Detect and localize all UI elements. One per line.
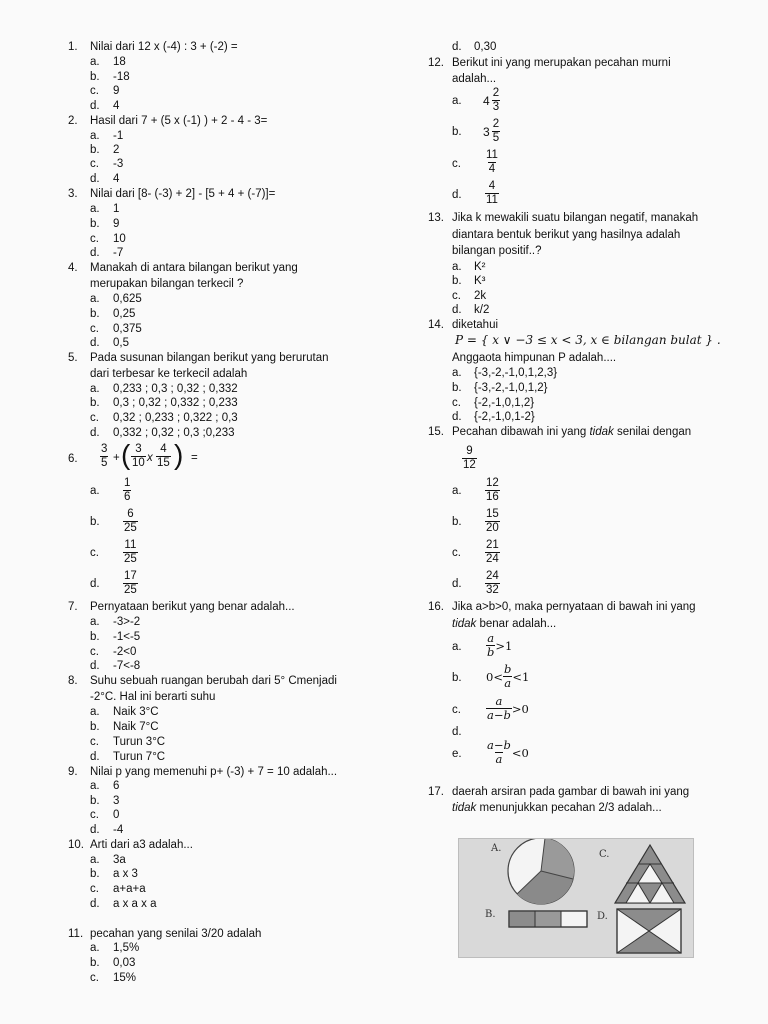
q2-option-b-letter: b.	[90, 144, 100, 156]
q3-text: Nilai dari [8- (-3) + 2] - [5 + 4 + (-7)]=	[90, 188, 276, 200]
q5-option-c: 0,32 ; 0,233 ; 0,322 ; 0,3	[113, 412, 238, 424]
q14-option-c: {-2,-1,0,1,2}	[474, 397, 535, 409]
figure-label-c: C.	[599, 849, 610, 860]
q1-option-c-letter: c.	[90, 85, 99, 97]
q12-option-a: 4 $\frac{2}{3}$	[483, 87, 500, 113]
q1-option-a: 18	[113, 56, 126, 68]
q3-number: 3.	[68, 188, 78, 200]
q3-option-b: 9	[113, 218, 120, 230]
q5-number: 5.	[68, 352, 78, 364]
q7-option-a: -3>-2	[113, 616, 141, 628]
q8-option-a-letter: a.	[90, 706, 100, 718]
q12-text-line1: Berikut ini yang merupakan pecahan murni	[452, 57, 671, 69]
q12-text-line2: adalah...	[452, 73, 497, 85]
q12-option-d-letter: d.	[452, 189, 462, 201]
q10-option-b-letter: b.	[90, 868, 100, 880]
q14-option-b-letter: b.	[452, 382, 462, 394]
q8-text-line2: -2°C. Hal ini berarti suhu	[90, 691, 216, 703]
q8-text-line1: Suhu sebuah ruangan berubah dari 5° Cmenjadi	[90, 675, 337, 687]
q2-option-a-letter: a.	[90, 130, 100, 142]
q6-fraction-2: $\frac{3}{10}$	[132, 443, 145, 469]
q15-option-b-letter: b.	[452, 516, 462, 528]
q5-option-c-letter: c.	[90, 412, 99, 424]
q1-number: 1.	[68, 41, 78, 53]
q12-option-d: $\frac{4}{11}$	[486, 180, 498, 206]
q11-option-b-letter: b.	[90, 957, 100, 969]
q6-right-paren: )	[174, 439, 184, 470]
q14-option-c-letter: c.	[452, 397, 461, 409]
q14-text-line1: diketahui	[452, 319, 499, 331]
figure-d-square	[617, 909, 681, 953]
q9-option-d: -4	[113, 824, 124, 836]
q16-option-e: $\frac{a-b}{a}$ <0	[487, 738, 529, 766]
q10-text: Arti dari a3 adalah...	[90, 839, 193, 851]
q4-option-d: 0,5	[113, 337, 129, 349]
q2-number: 2.	[68, 115, 78, 127]
q13-option-d: k/2	[474, 304, 490, 316]
q12-option-c: $\frac{11}{4}$	[486, 149, 498, 175]
q3-option-b-letter: b.	[90, 218, 100, 230]
q3-option-a-letter: a.	[90, 203, 100, 215]
q3-option-d: -7	[113, 247, 124, 259]
q2-option-b: 2	[113, 144, 120, 156]
q17-figure-drawing	[459, 839, 693, 957]
q15-option-a-letter: a.	[452, 485, 462, 497]
q12-number: 12.	[428, 57, 444, 69]
q5-option-a-letter: a.	[90, 383, 100, 395]
figure-label-d: D.	[597, 911, 608, 922]
q7-text: Pernyataan berikut yang benar adalah...	[90, 601, 295, 613]
q14-option-b: {-3,-2,-1,0,1,2}	[474, 382, 548, 394]
q8-option-a: Naik 3°C	[113, 706, 159, 718]
q13-option-c-letter: c.	[452, 290, 461, 302]
q7-option-d: -7<-8	[113, 660, 141, 672]
q14-option-d-letter: d.	[452, 411, 462, 423]
q8-option-d-letter: d.	[90, 751, 100, 763]
q13-number: 13.	[428, 212, 444, 224]
q14-option-a-letter: a.	[452, 367, 462, 379]
q2-option-c-letter: c.	[90, 158, 99, 170]
q5-option-b-letter: b.	[90, 397, 100, 409]
q4-option-b-letter: b.	[90, 308, 100, 320]
q16-text-line1: Jika a>b>0, maka pernyataan di bawah ini yang	[452, 601, 696, 613]
q16-option-e-letter: e.	[452, 748, 462, 760]
q16-option-c-letter: c.	[452, 704, 461, 716]
q11-option-b: 0,03	[113, 957, 136, 969]
figure-c-triangle	[615, 845, 685, 903]
q15-option-c: $\frac{21}{24}$	[486, 539, 499, 565]
q16-option-a-letter: a.	[452, 641, 462, 653]
q11-option-a: 1,5%	[113, 942, 140, 954]
q16-option-d-letter: d.	[452, 726, 462, 738]
q11-text: pecahan yang senilai 3/20 adalah	[90, 928, 262, 940]
q8-option-b-letter: b.	[90, 721, 100, 733]
q11-option-c-letter: c.	[90, 972, 99, 984]
q7-number: 7.	[68, 601, 78, 613]
q17-text-line1: daerah arsiran pada gambar di bawah ini yang	[452, 786, 690, 798]
q17-number: 17.	[428, 786, 444, 798]
q8-option-c-letter: c.	[90, 736, 99, 748]
q7-option-c-letter: c.	[90, 646, 99, 658]
q7-option-d-letter: d.	[90, 660, 100, 672]
q2-text: Hasil dari 7 + (5 x (-1) ) + 2 - 4 - 3=	[90, 115, 268, 127]
q9-option-a: 6	[113, 780, 120, 792]
q4-text-line2: merupakan bilangan terkecil ?	[90, 278, 244, 290]
q10-option-c: a+a+a	[113, 883, 146, 895]
figure-b-rectangle	[509, 911, 587, 927]
q6-times: x	[147, 452, 153, 464]
q16-option-b-letter: b.	[452, 672, 462, 684]
q14-option-d: {-2,-1,0,1-2}	[474, 411, 535, 423]
q2-option-d-letter: d.	[90, 173, 100, 185]
q5-text-line2: dari terbesar ke terkecil adalah	[90, 368, 248, 380]
q13-option-a: K²	[474, 261, 486, 273]
q5-option-d-letter: d.	[90, 427, 100, 439]
q8-option-d: Turun 7°C	[113, 751, 166, 763]
q15-text: Pecahan dibawah ini yang tidak senilai dengan	[452, 426, 692, 438]
q15-number: 15.	[428, 426, 444, 438]
q9-text: Nilai p yang memenuhi p+ (-3) + 7 = 10 adalah...	[90, 766, 338, 778]
q16-number: 16.	[428, 601, 444, 613]
q1-option-d: 4	[113, 100, 120, 112]
q16-option-b: 0< $\frac{b}{a}$ <1	[486, 662, 530, 690]
q3-option-c-letter: c.	[90, 233, 99, 245]
q13-option-b-letter: b.	[452, 275, 462, 287]
q15-option-b: $\frac{15}{20}$	[486, 508, 499, 534]
q6-fraction-3: $\frac{4}{15}$	[157, 443, 170, 469]
q12-option-a-letter: a.	[452, 95, 462, 107]
q6-option-d: $\frac{17}{25}$	[124, 570, 137, 596]
q14-text-line2: Anggaota himpunan P adalah....	[452, 352, 617, 364]
q13-text-line3: bilangan positif..?	[452, 245, 542, 257]
q6-plus: +	[113, 452, 120, 464]
q9-option-a-letter: a.	[90, 780, 100, 792]
q14-set-expression: P = { x ∨ −3 ≤ x < 3, x ∈ bilangan bulat } .	[455, 333, 721, 347]
q13-text-line2: diantara bentuk berikut yang hasilnya adalah	[452, 229, 681, 241]
q6-option-d-letter: d.	[90, 578, 100, 590]
q9-option-b: 3	[113, 795, 120, 807]
q13-option-c: 2k	[474, 290, 487, 302]
q3-option-a: 1	[113, 203, 120, 215]
q5-option-b: 0,3 ; 0,32 ; 0,332 ; 0,233	[113, 397, 238, 409]
q10-option-a-letter: a.	[90, 854, 100, 866]
q10-option-a: 3a	[113, 854, 126, 866]
q10-option-c-letter: c.	[90, 883, 99, 895]
q1-option-d-letter: d.	[90, 100, 100, 112]
q15-reference-fraction: $\frac{9}{12}$	[463, 445, 476, 471]
figure-label-a: A.	[491, 843, 502, 854]
q8-option-c: Turun 3°C	[113, 736, 166, 748]
q4-option-a-letter: a.	[90, 293, 100, 305]
q13-option-a-letter: a.	[452, 261, 462, 273]
q15-option-a: $\frac{12}{16}$	[486, 477, 499, 503]
q7-option-b-letter: b.	[90, 631, 100, 643]
q4-number: 4.	[68, 262, 78, 274]
q14-option-a: {-3,-2,-1,0,1,2,3}	[474, 367, 558, 379]
q10-option-d-letter: d.	[90, 898, 100, 910]
q17-figure	[458, 838, 694, 958]
q4-text-line1: Manakah di antara bilangan berikut yang	[90, 262, 298, 274]
figure-a-circle	[508, 839, 574, 904]
q5-text-line1: Pada susunan bilangan berikut yang berurutan	[90, 352, 329, 364]
q1-option-b-letter: b.	[90, 71, 100, 83]
q6-option-b: $\frac{6}{25}$	[124, 508, 137, 534]
q9-option-c: 0	[113, 809, 120, 821]
q17-text-line2: tidak menunjukkan pecahan 2/3 adalah...	[452, 802, 662, 814]
q2-option-c: -3	[113, 158, 124, 170]
q15-option-d-letter: d.	[452, 578, 462, 590]
q5-option-a: 0,233 ; 0,3 ; 0,32 ; 0,332	[113, 383, 238, 395]
q11-option-d: 0,30	[474, 41, 497, 53]
q1-option-b: -18	[113, 71, 130, 83]
q4-option-c: 0,375	[113, 323, 142, 335]
q1-option-a-letter: a.	[90, 56, 100, 68]
q6-fraction-1: $\frac{3}{5}$	[101, 443, 108, 469]
q4-option-b: 0,25	[113, 308, 136, 320]
q9-option-d-letter: d.	[90, 824, 100, 836]
q6-left-paren: (	[121, 439, 131, 470]
q9-option-b-letter: b.	[90, 795, 100, 807]
q12-option-b-letter: b.	[452, 126, 462, 138]
q7-option-c: -2<0	[113, 646, 137, 658]
q5-option-d: 0,332 ; 0,32 ; 0,3 ;0,233	[113, 427, 235, 439]
q6-option-b-letter: b.	[90, 516, 100, 528]
q11-number: 11.	[68, 928, 84, 940]
q16-option-a: $\frac{a}{b}$ >1	[487, 631, 513, 659]
q2-option-a: -1	[113, 130, 124, 142]
q6-number: 6.	[68, 453, 78, 465]
q13-option-b: K³	[474, 275, 486, 287]
q10-option-d: a x a x a	[113, 898, 157, 910]
q11-option-a-letter: a.	[90, 942, 100, 954]
q11-option-d-letter: d.	[452, 41, 462, 53]
q11-option-c: 15%	[113, 972, 137, 984]
q6-option-c-letter: c.	[90, 547, 99, 559]
q16-option-c: $\frac{a}{a-b}$ >0	[487, 694, 529, 722]
q10-number: 10.	[68, 839, 84, 851]
figure-label-b: B.	[485, 909, 496, 920]
q3-option-c: 10	[113, 233, 126, 245]
q10-option-b: a x 3	[113, 868, 138, 880]
q6-option-a-letter: a.	[90, 485, 100, 497]
q6-equals: =	[191, 452, 198, 464]
q12-option-c-letter: c.	[452, 158, 461, 170]
q13-text-line1: Jika k mewakili suatu bilangan negatif, manakah	[452, 212, 699, 224]
q9-option-c-letter: c.	[90, 809, 99, 821]
q4-option-a: 0,625	[113, 293, 142, 305]
q4-option-c-letter: c.	[90, 323, 99, 335]
q1-text: Nilai dari 12 x (-4) : 3 + (-2) =	[90, 41, 238, 53]
q13-option-d-letter: d.	[452, 304, 462, 316]
q7-option-a-letter: a.	[90, 616, 100, 628]
q8-number: 8.	[68, 675, 78, 687]
q15-option-c-letter: c.	[452, 547, 461, 559]
q6-option-c: $\frac{11}{25}$	[124, 539, 137, 565]
q2-option-d: 4	[113, 173, 120, 185]
q7-option-b: -1<-5	[113, 631, 141, 643]
q4-option-d-letter: d.	[90, 337, 100, 349]
q8-option-b: Naik 7°C	[113, 721, 159, 733]
q6-option-a: $\frac{1}{6}$	[124, 477, 131, 503]
q1-option-c: 9	[113, 85, 120, 97]
q9-number: 9.	[68, 766, 78, 778]
q12-option-b: 3 $\frac{2}{5}$	[483, 118, 500, 144]
q14-number: 14.	[428, 319, 444, 331]
q3-option-d-letter: d.	[90, 247, 100, 259]
q16-text-line2: tidak benar adalah...	[452, 618, 557, 630]
q15-option-d: $\frac{24}{32}$	[486, 570, 499, 596]
